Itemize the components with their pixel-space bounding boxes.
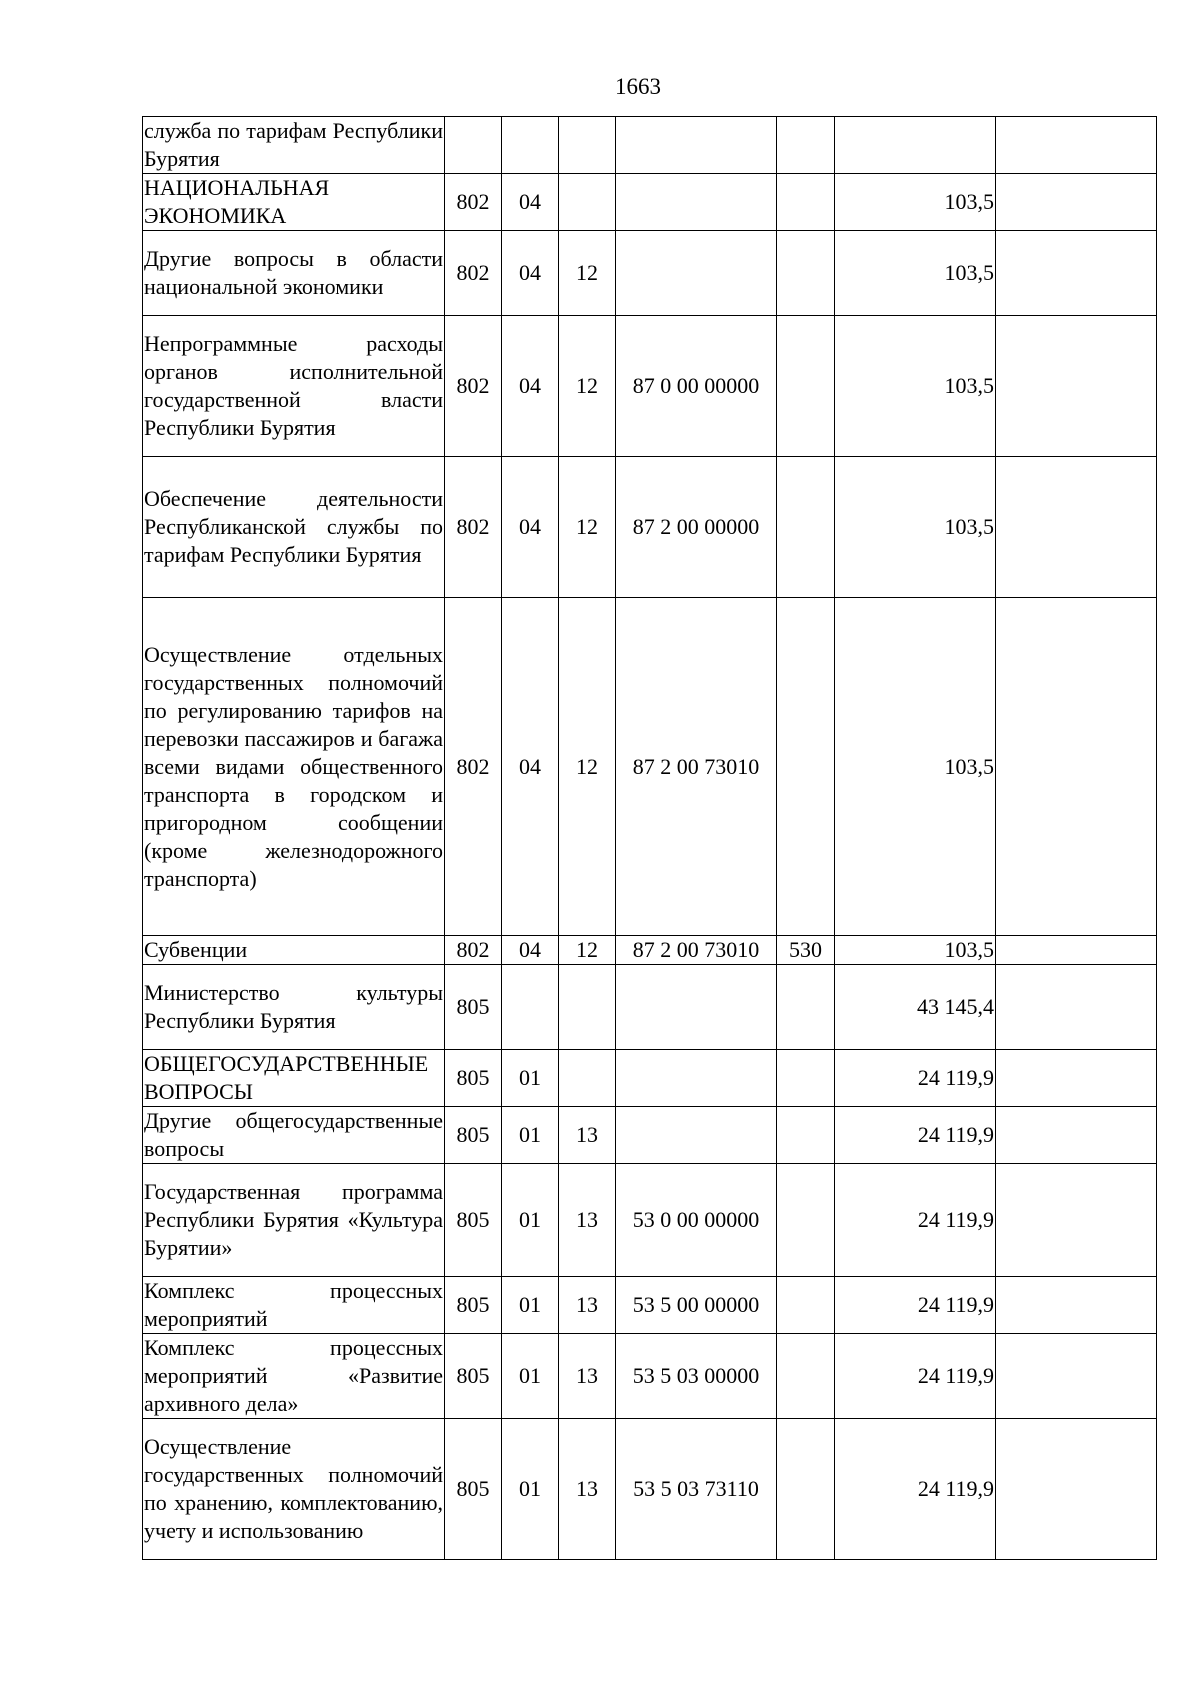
row-gr: 805 bbox=[445, 1164, 502, 1277]
row-name: Осуществление государственных полномочий по хранению, комплектованию, учету и использованию bbox=[143, 1419, 445, 1560]
row-rz: 01 bbox=[502, 1107, 559, 1164]
table-row bbox=[143, 1419, 1157, 1560]
row-rz: 04 bbox=[502, 316, 559, 457]
budget-table bbox=[142, 116, 1157, 1560]
row-extra bbox=[996, 316, 1157, 457]
row-gr: 805 bbox=[445, 1419, 502, 1560]
row-sum: 103,5 bbox=[835, 936, 996, 965]
row-gr: 805 bbox=[445, 965, 502, 1050]
row-name: Министерство культуры Республики Бурятия bbox=[143, 965, 445, 1050]
row-extra bbox=[996, 174, 1157, 231]
row-name: ОБЩЕГОСУДАРСТВЕННЫЕ ВОПРОСЫ bbox=[143, 1050, 445, 1107]
row-sum: 103,5 bbox=[835, 174, 996, 231]
row-csr bbox=[616, 965, 777, 1050]
row-sum: 103,5 bbox=[835, 231, 996, 316]
row-vr: 530 bbox=[777, 936, 835, 965]
row-sum: 24 119,9 bbox=[835, 1334, 996, 1419]
row-csr bbox=[616, 117, 777, 174]
row-extra bbox=[996, 1164, 1157, 1277]
table-row bbox=[143, 1107, 1157, 1164]
row-extra bbox=[996, 1050, 1157, 1107]
row-pr: 12 bbox=[559, 936, 616, 965]
row-rz: 01 bbox=[502, 1334, 559, 1419]
row-csr bbox=[616, 1050, 777, 1107]
row-rz: 01 bbox=[502, 1050, 559, 1107]
row-name: служба по тарифам Республики Бурятия bbox=[143, 117, 445, 174]
row-pr: 12 bbox=[559, 316, 616, 457]
row-pr: 13 bbox=[559, 1277, 616, 1334]
row-pr bbox=[559, 1050, 616, 1107]
row-pr: 13 bbox=[559, 1164, 616, 1277]
row-csr: 53 5 00 00000 bbox=[616, 1277, 777, 1334]
row-pr bbox=[559, 174, 616, 231]
row-csr: 87 2 00 00000 bbox=[616, 457, 777, 598]
row-pr: 12 bbox=[559, 231, 616, 316]
row-name: Комплекс процессных мероприятий bbox=[143, 1277, 445, 1334]
row-gr: 802 bbox=[445, 316, 502, 457]
row-gr: 802 bbox=[445, 174, 502, 231]
row-vr bbox=[777, 174, 835, 231]
table-row bbox=[143, 965, 1157, 1050]
row-name: Обеспечение деятельности Республиканской службы по тарифам Республики Бурятия bbox=[143, 457, 445, 598]
row-name: Другие общегосударственные вопросы bbox=[143, 1107, 445, 1164]
row-name: Комплекс процессных мероприятий «Развитие архивного дела» bbox=[143, 1334, 445, 1419]
row-extra bbox=[996, 1277, 1157, 1334]
table-row bbox=[143, 1277, 1157, 1334]
row-vr bbox=[777, 117, 835, 174]
row-rz: 01 bbox=[502, 1164, 559, 1277]
row-name: Осуществление отдельных государственных полномочий по регулированию тарифов на перевозки пассажиров и багажа всеми видами общественного транспорта в городском и пригородном сообщении (кроме железнодорожного транспорта) bbox=[143, 598, 445, 936]
row-gr: 805 bbox=[445, 1050, 502, 1107]
row-pr: 12 bbox=[559, 457, 616, 598]
row-pr bbox=[559, 965, 616, 1050]
row-gr: 802 bbox=[445, 231, 502, 316]
row-rz: 04 bbox=[502, 936, 559, 965]
row-vr bbox=[777, 316, 835, 457]
row-extra bbox=[996, 1334, 1157, 1419]
row-rz: 01 bbox=[502, 1277, 559, 1334]
row-vr bbox=[777, 1334, 835, 1419]
row-vr bbox=[777, 457, 835, 598]
row-vr bbox=[777, 598, 835, 936]
row-sum: 24 119,9 bbox=[835, 1164, 996, 1277]
table-row bbox=[143, 936, 1157, 965]
row-name: Субвенции bbox=[143, 936, 445, 965]
table-row bbox=[143, 598, 1157, 936]
row-vr bbox=[777, 1164, 835, 1277]
table-row bbox=[143, 316, 1157, 457]
row-sum: 103,5 bbox=[835, 316, 996, 457]
row-vr bbox=[777, 1107, 835, 1164]
row-extra bbox=[996, 965, 1157, 1050]
row-csr: 87 2 00 73010 bbox=[616, 598, 777, 936]
row-sum: 24 119,9 bbox=[835, 1107, 996, 1164]
row-sum: 103,5 bbox=[835, 457, 996, 598]
row-extra bbox=[996, 457, 1157, 598]
row-gr: 802 bbox=[445, 457, 502, 598]
table-row bbox=[143, 457, 1157, 598]
row-csr: 87 0 00 00000 bbox=[616, 316, 777, 457]
row-name: Государственная программа Республики Бурятия «Культура Бурятии» bbox=[143, 1164, 445, 1277]
row-sum: 43 145,4 bbox=[835, 965, 996, 1050]
row-csr: 53 5 03 73110 bbox=[616, 1419, 777, 1560]
row-rz bbox=[502, 117, 559, 174]
row-pr: 12 bbox=[559, 598, 616, 936]
row-vr bbox=[777, 965, 835, 1050]
row-vr bbox=[777, 1419, 835, 1560]
row-name: Другие вопросы в области национальной экономики bbox=[143, 231, 445, 316]
row-rz: 04 bbox=[502, 457, 559, 598]
row-pr: 13 bbox=[559, 1419, 616, 1560]
table-row bbox=[143, 1164, 1157, 1277]
row-name: НАЦИОНАЛЬНАЯ ЭКОНОМИКА bbox=[143, 174, 445, 231]
row-sum: 24 119,9 bbox=[835, 1277, 996, 1334]
row-csr: 53 5 03 00000 bbox=[616, 1334, 777, 1419]
row-rz: 04 bbox=[502, 598, 559, 936]
row-sum: 103,5 bbox=[835, 598, 996, 936]
row-pr: 13 bbox=[559, 1107, 616, 1164]
row-gr bbox=[445, 117, 502, 174]
table-row bbox=[143, 174, 1157, 231]
row-vr bbox=[777, 1050, 835, 1107]
row-extra bbox=[996, 936, 1157, 965]
row-sum: 24 119,9 bbox=[835, 1419, 996, 1560]
row-gr: 802 bbox=[445, 598, 502, 936]
row-vr bbox=[777, 231, 835, 316]
row-name: Непрограммные расходы органов исполнительной государственной власти Республики Бурятия bbox=[143, 316, 445, 457]
row-csr: 53 0 00 00000 bbox=[616, 1164, 777, 1277]
table-row bbox=[143, 117, 1157, 174]
row-pr: 13 bbox=[559, 1334, 616, 1419]
table-row bbox=[143, 1334, 1157, 1419]
page-number: 1663 bbox=[615, 74, 661, 99]
table-row bbox=[143, 231, 1157, 316]
row-gr: 805 bbox=[445, 1107, 502, 1164]
row-gr: 802 bbox=[445, 936, 502, 965]
row-sum: 24 119,9 bbox=[835, 1050, 996, 1107]
row-csr: 87 2 00 73010 bbox=[616, 936, 777, 965]
row-sum bbox=[835, 117, 996, 174]
row-pr bbox=[559, 117, 616, 174]
row-rz: 04 bbox=[502, 231, 559, 316]
row-extra bbox=[996, 231, 1157, 316]
row-extra bbox=[996, 1419, 1157, 1560]
row-csr bbox=[616, 1107, 777, 1164]
row-rz: 01 bbox=[502, 1419, 559, 1560]
row-gr: 805 bbox=[445, 1334, 502, 1419]
row-rz bbox=[502, 965, 559, 1050]
row-csr bbox=[616, 174, 777, 231]
table-row bbox=[143, 1050, 1157, 1107]
row-gr: 805 bbox=[445, 1277, 502, 1334]
row-rz: 04 bbox=[502, 174, 559, 231]
row-extra bbox=[996, 1107, 1157, 1164]
row-extra bbox=[996, 598, 1157, 936]
row-csr bbox=[616, 231, 777, 316]
row-extra bbox=[996, 117, 1157, 174]
row-vr bbox=[777, 1277, 835, 1334]
